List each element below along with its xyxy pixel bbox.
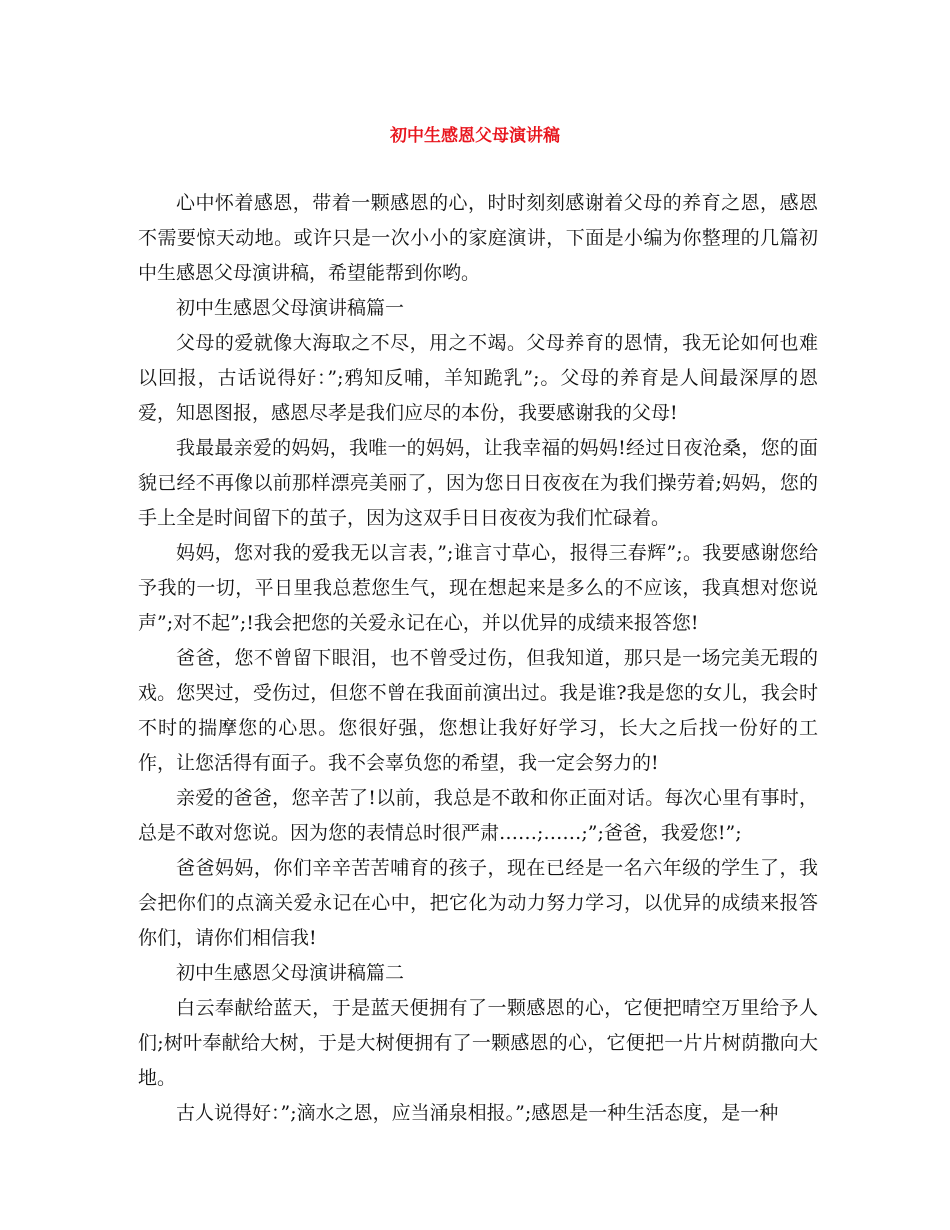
paragraph: 亲爱的爸爸，您辛苦了!以前，我总是不敢和你正面对话。每次心里有事时，总是不敢对您说。因为您的表情总时很严肃……;……;”;爸爸，我爱您!”; bbox=[138, 787, 818, 844]
section-heading-2: 初中生感恩父母演讲稿篇二 bbox=[176, 962, 405, 984]
paragraph-intro: 心中怀着感恩，带着一颗感恩的心，时时刻刻感谢着父母的养育之恩，感恩不需要惊天动地。或许只是一次小小的家庭演讲，下面是小编为你整理的几篇初中生感恩父母演讲稿，希望能帮到你哟。 bbox=[138, 192, 818, 284]
paragraph: 父母的爱就像大海取之不尽，用之不竭。父母养育的恩情，我无论如何也难以回报，古话说得好：”;鸦知反哺，羊知跪乳”;。父母的养育是人间最深厚的恩爱，知恩图报，感恩尽孝是我们应尽的本份，我要感谢我的父母! bbox=[138, 332, 818, 424]
document-body bbox=[138, 186, 818, 1131]
section-heading-1: 初中生感恩父母演讲稿篇一 bbox=[176, 297, 405, 319]
paragraph: 我最最亲爱的妈妈，我唯一的妈妈，让我幸福的妈妈!经过日夜沧桑，您的面貌已经不再像以前那样漂亮美丽了，因为您日日夜夜在为我们操劳着;妈妈，您的手上全是时间留下的茧子，因为这双手日日夜夜为我们忙碌着。 bbox=[138, 437, 818, 529]
paragraph: 爸爸妈妈，你们辛辛苦苦哺育的孩子，现在已经是一名六年级的学生了，我会把你们的点滴关爱永记在心中，把它化为动力努力学习，以优异的成绩来报答你们，请你们相信我! bbox=[138, 857, 818, 949]
document-title: 初中生感恩父母演讲稿 bbox=[390, 126, 560, 146]
paragraph: 爸爸，您不曾留下眼泪，也不曾受过伤，但我知道，那只是一场完美无瑕的戏。您哭过，受伤过，但您不曾在我面前演出过。我是谁?我是您的女儿，我会时不时的揣摩您的心思。您很好强，您想让我好好学习，长大之后找一份好的工作，让您活得有面子。我不会辜负您的希望，我一定会努力的! bbox=[138, 647, 818, 774]
paragraph: 白云奉献给蓝天，于是蓝天便拥有了一颗感恩的心，它便把晴空万里给予人们;树叶奉献给大树，于是大树便拥有了一颗感恩的心，它便把一片片树荫撒向大地。 bbox=[138, 997, 818, 1089]
paragraph: 古人说得好：”;滴水之恩，应当涌泉相报。”;感恩是一种生活态度，是一种 bbox=[176, 1102, 779, 1124]
paragraph: 妈妈，您对我的爱我无以言表，”;谁言寸草心，报得三春辉”;。我要感谢您给予我的一切，平日里我总惹您生气，现在想起来是多么的不应该，我真想对您说声”;对不起”;!我会把您的关爱永记在心，并以优异的成绩来报答您! bbox=[138, 542, 818, 634]
